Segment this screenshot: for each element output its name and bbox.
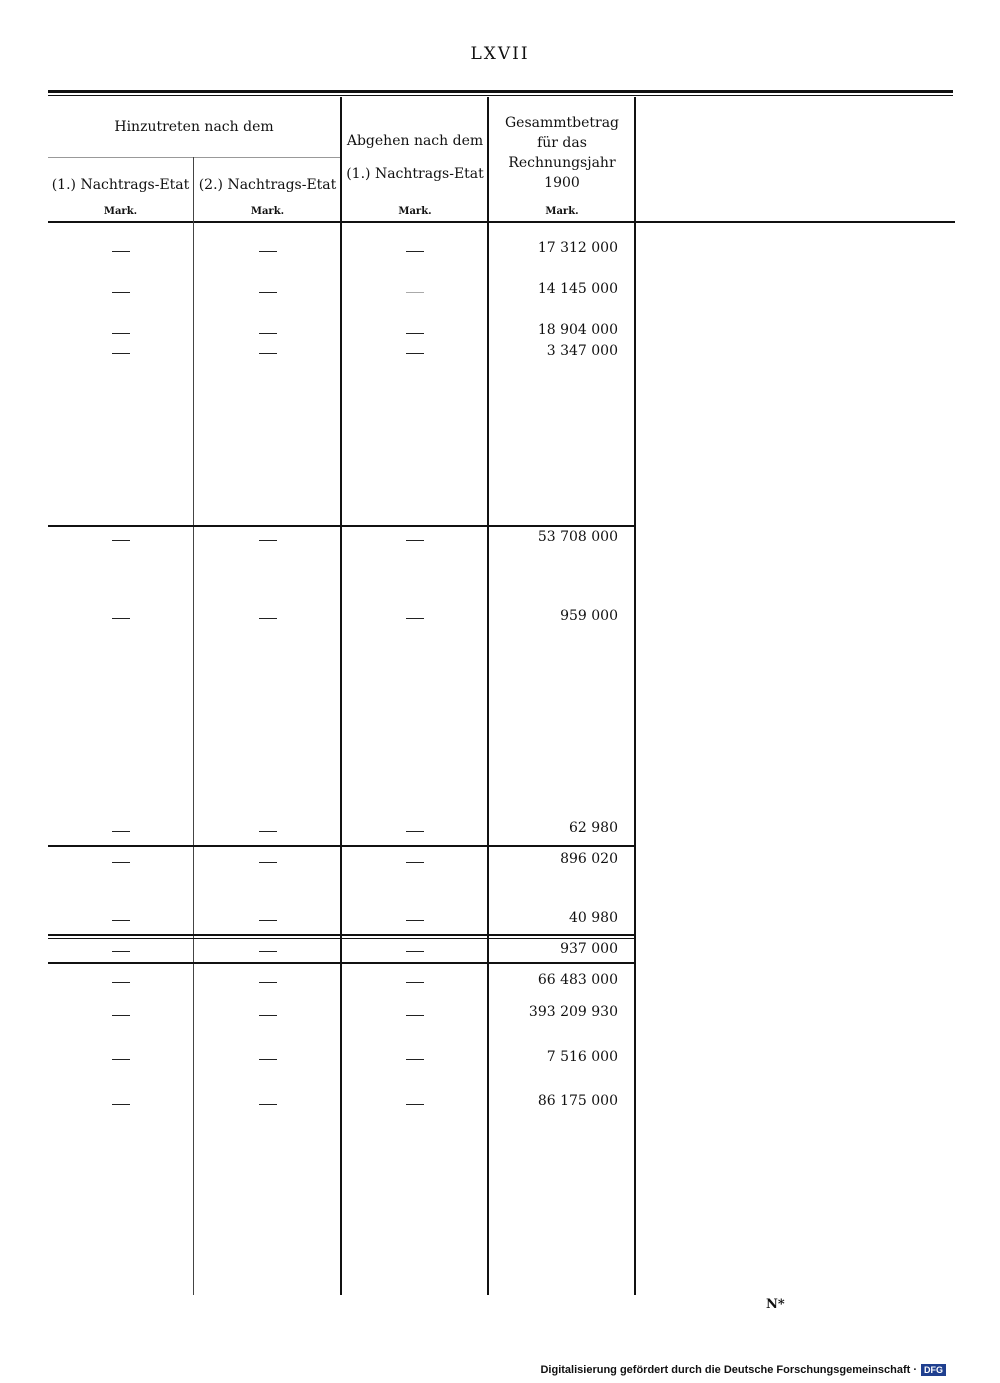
dash-col2 [259,982,277,983]
section-rule-2 [48,845,635,847]
dash-col2 [259,618,277,619]
header-group-label: Hinzutreten nach dem [114,119,274,135]
amount: 896 020 [560,851,618,867]
top-rule-thin [48,95,953,96]
dash-col2 [259,862,277,863]
dash-col1 [112,540,130,541]
section-rule-1 [48,525,635,527]
unit-col4: Mark. [545,206,579,217]
header-col1: (1.) Nachtrags-Etat [51,177,190,193]
dash-col2 [259,353,277,354]
dash-col2 [259,333,277,334]
dash-col3 [406,831,424,832]
dash-col3 [406,862,424,863]
section-rule-3b [48,938,635,939]
dash-col1 [112,1059,130,1060]
dash-col1 [112,333,130,334]
dash-col1 [112,618,130,619]
dash-col1 [112,831,130,832]
unit-col3: Mark. [398,206,432,217]
page-number: LXVII [470,44,530,64]
dash-col1 [112,862,130,863]
dash-col3 [406,353,424,354]
footer-text: Digitalisierung gefördert durch die Deutsche Forschungsgemeinschaft · [540,1364,917,1376]
amount: 18 904 000 [537,322,618,338]
dash-col1 [112,353,130,354]
dfg-logo: DFG [921,1364,946,1376]
unit-col2: Mark. [250,206,285,217]
dash-col3 [406,1104,424,1105]
top-rule [48,90,953,93]
dash-col2 [259,920,277,921]
header-col4-line4: 1900 [544,175,580,191]
dash-col1 [112,292,130,293]
dash-col1 [112,1015,130,1016]
header-col2: (2.) Nachtrags-Etat [198,177,337,193]
header-col3-line2: (1.) Nachtrags-Etat [346,166,484,182]
dash-col2 [259,1104,277,1105]
amount: 40 980 [569,910,618,926]
dash-col3 [406,1059,424,1060]
dash-col3 [406,1015,424,1016]
amount: 17 312 000 [537,240,618,256]
amount: 53 708 000 [537,529,618,545]
amount: 937 000 [560,941,618,957]
dash-col2 [259,831,277,832]
amount: 14 145 000 [537,281,618,297]
section-rule-3a [48,934,635,936]
dash-col3 [406,292,424,293]
amount: 66 483 000 [537,972,618,988]
col-rule-1 [193,157,194,1295]
dash-col1 [112,982,130,983]
dash-col3 [406,618,424,619]
dash-col3 [406,951,424,952]
header-col4-line2: für das [537,135,587,151]
dash-col3 [406,982,424,983]
header-group-rule [48,157,340,158]
signature-mark: N* [766,1297,785,1312]
dash-col3 [406,540,424,541]
dash-col3 [406,920,424,921]
dash-col1 [112,920,130,921]
dash-col3 [406,251,424,252]
unit-col1: Mark. [103,206,138,217]
dash-col2 [259,540,277,541]
header-col4-line3: Rechnungsjahr [508,155,616,171]
dash-col3 [406,333,424,334]
dash-col2 [259,292,277,293]
header-bottom-rule [48,221,955,223]
dash-col1 [112,1104,130,1105]
section-rule-4 [48,962,635,964]
dash-col2 [259,1059,277,1060]
dash-col1 [112,951,130,952]
amount: 959 000 [560,608,618,624]
digitization-footer [540,1364,946,1376]
dash-col2 [259,951,277,952]
col-rule-4 [634,97,636,1295]
col-rule-3 [487,97,489,1295]
col-rule-2 [340,97,342,1295]
dash-col1 [112,251,130,252]
header-col4-line1: Gesammtbetrag [504,115,620,131]
dash-col2 [259,1015,277,1016]
amount: 3 347 000 [546,343,618,359]
header-col3-line1: Abgehen nach dem [346,133,484,149]
amount: 393 209 930 [528,1004,618,1020]
amount: 86 175 000 [537,1093,618,1109]
amount: 62 980 [569,820,618,836]
amount: 7 516 000 [546,1049,618,1065]
dash-col2 [259,251,277,252]
